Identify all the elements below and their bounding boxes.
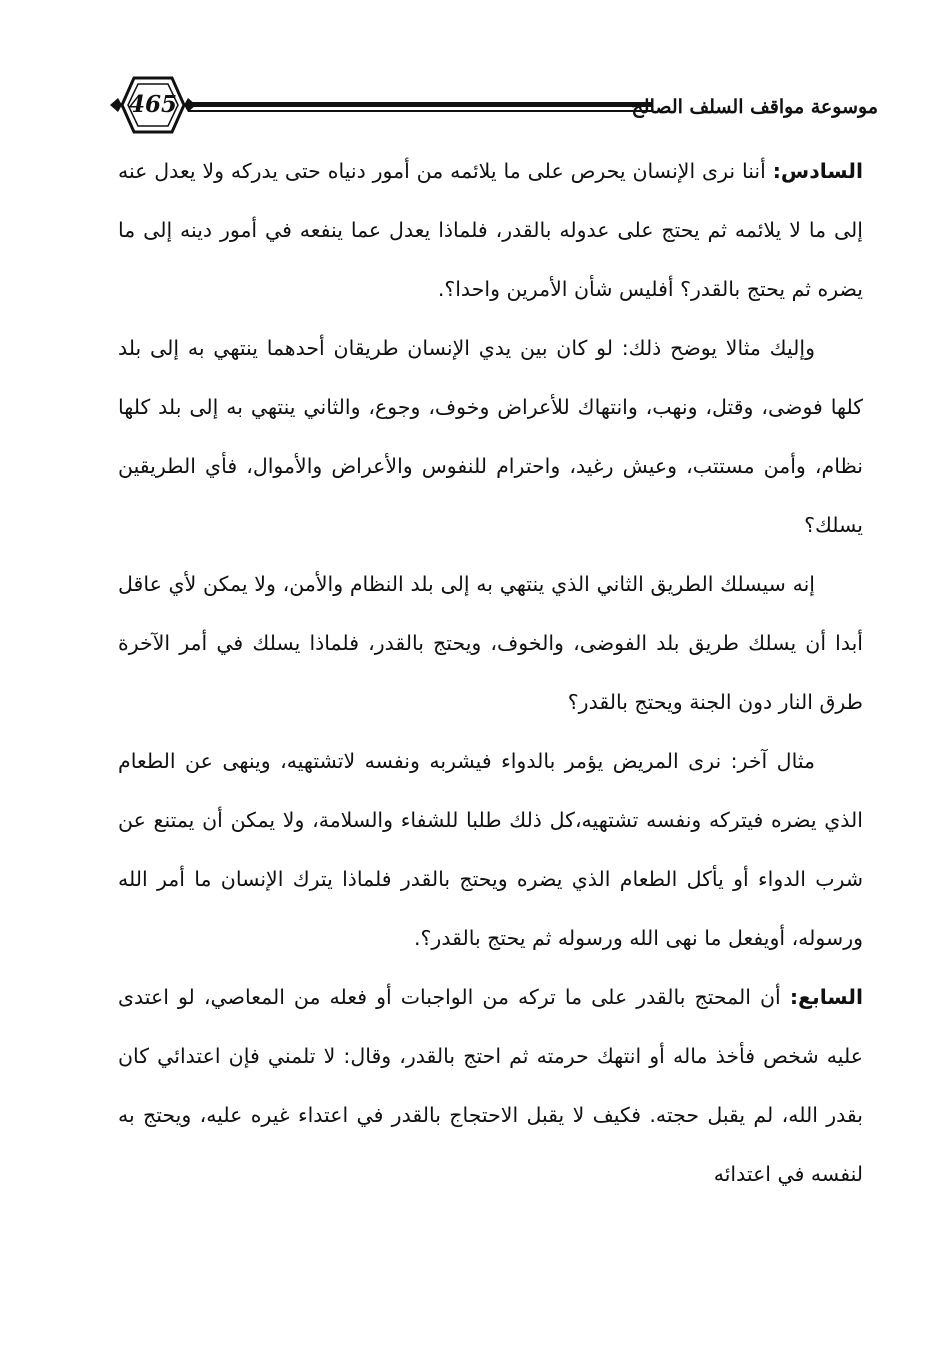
paragraph-text: مثال آخر: نرى المريض يؤمر بالدواء فيشربه ونفسه لاتشتهيه، وينهى عن الطعام الذي يضره فيتركه ونفسه تشتهيه،كل ذلك طلبا للشفاء والسلامة، ولا يمكن أن يمتنع عن شرب الدواء أو يأكل الطعام الذي يضره ويحتج بالقدر فلماذا يترك الإنسان ما أمر الله ورسوله، أويفعل ما نهى الله ورسوله ثم يحتج بالقدر؟. [118, 749, 863, 950]
page-number-badge [108, 72, 198, 138]
header-rule [188, 102, 653, 107]
paragraph-text: وإليك مثالا يوضح ذلك: لو كان بين يدي الإنسان طريقان أحدهما ينتهي به إلى بلد كلها فوضى، وقتل، ونهب، وانتهاك للأعراض وخوف، وجوع، والثاني ينتهي به إلى بلد كلها نظام، وأمن مستتب، وعيش رغيد، واحترام للنفوس والأعراض والأموال، فأي الطريقين يسلك؟ [118, 336, 863, 537]
paragraph [118, 968, 863, 1204]
paragraph [118, 319, 863, 555]
paragraph-text: أننا نرى الإنسان يحرص على ما يلائمه من أمور دنياه حتى يدركه ولا يعدل عنه إلى ما لا يلائمه ثم يحتج على عدوله بالقدر، فلماذا يعدل عما ينفعه في أمور دينه إلى ما يضره ثم يحتج بالقدر؟ أفليس شأن الأمرين واحدا؟. [118, 159, 863, 301]
paragraph-text: إنه سيسلك الطريق الثاني الذي ينتهي به إلى بلد النظام والأمن، ولا يمكن لأي عاقل أبدا أن يسلك طريق بلد الفوضى، والخوف، ويحتج بالقدر، فلماذا يسلك في أمر الآخرة طرق النار دون الجنة ويحتج بالقدر؟ [118, 572, 863, 714]
paragraph [118, 732, 863, 968]
paragraph [118, 142, 863, 319]
paragraph-text: أن المحتج بالقدر على ما تركه من الواجبات أو فعله من المعاصي، لو اعتدى عليه شخص فأخذ ماله أو انتهك حرمته ثم احتج بالقدر، وقال: لا تلمني فإن اعتدائي كان بقدر الله، لم يقبل حجته. فكيف لا يقبل الاحتجاج بالقدر في اعتداء غيره عليه، ويحتج به لنفسه في اعتدائه [118, 985, 863, 1186]
header-rule-thin [188, 110, 653, 112]
body-text [118, 142, 863, 1204]
page-header [108, 72, 878, 152]
paragraph-lead: السابع: [789, 985, 863, 1009]
paragraph [118, 555, 863, 732]
paragraph-lead: السادس: [772, 159, 863, 183]
page-number: 465 [128, 91, 177, 118]
running-title: موسوعة مواقف السلف الصالح [631, 96, 878, 118]
